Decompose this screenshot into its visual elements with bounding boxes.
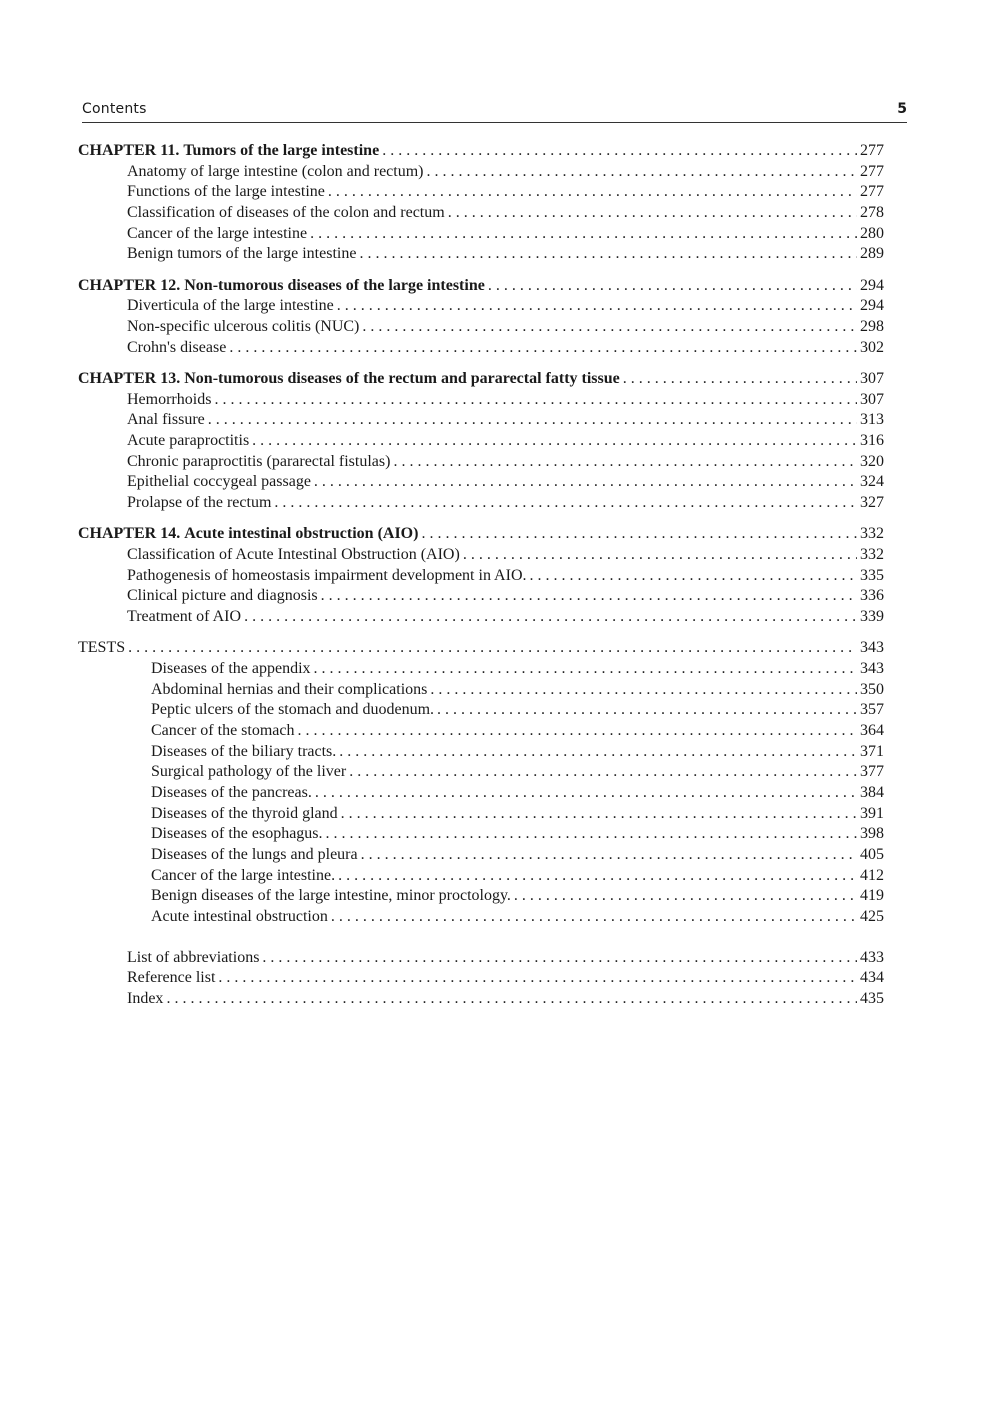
toc-entry-text: Cancer of the large intestine <box>127 224 308 242</box>
toc-entry-text: Anatomy of large intestine (colon and rectum) <box>127 162 424 180</box>
dot-leader <box>623 369 857 390</box>
toc-page-number: 316 <box>860 431 884 449</box>
dot-leader <box>341 804 857 825</box>
toc-page-number: 357 <box>860 701 884 719</box>
toc-entry[interactable] <box>78 948 884 969</box>
toc-page-number: 278 <box>860 204 884 222</box>
toc-entry-text: Acute paraproctitis <box>127 431 250 449</box>
toc-page-number: 343 <box>860 639 884 657</box>
toc-back-matter <box>78 948 884 1010</box>
tests-label: TESTS <box>78 639 126 657</box>
toc-entry[interactable] <box>78 700 884 721</box>
toc-entry-text: Classification of Acute Intestinal Obstruction (AIO) <box>127 545 460 563</box>
chapter-title: Tumors of the large intestine <box>183 142 380 159</box>
dot-leader <box>128 638 857 659</box>
toc-entry-text: Benign tumors of the large intestine <box>127 245 357 263</box>
toc-entry[interactable] <box>78 721 884 742</box>
running-header-title: Contents <box>82 101 147 117</box>
chapter-title: Acute intestinal obstruction (AIO) <box>184 525 419 543</box>
dot-leader <box>337 296 857 317</box>
toc-entry-text: Epithelial coccygeal passage <box>127 473 311 491</box>
chapter-title: Non-tumorous diseases of the large intestine <box>184 276 485 294</box>
toc-page-number: 332 <box>860 525 884 543</box>
toc-entry[interactable] <box>78 203 884 224</box>
toc-page-number: 277 <box>860 183 884 201</box>
toc-section-chapter-11 <box>78 141 884 265</box>
toc-entry[interactable] <box>78 317 884 338</box>
dot-leader <box>530 566 858 587</box>
dot-leader <box>361 845 857 866</box>
toc-page-number: 277 <box>860 162 884 180</box>
toc-page-number: 277 <box>860 142 884 159</box>
toc-chapter-entry[interactable] <box>78 141 884 162</box>
chapter-label: CHAPTER 11. <box>78 142 180 159</box>
toc-entry-text: Reference list <box>127 969 216 987</box>
dot-leader <box>314 659 857 680</box>
toc-entry-text: Prolapse of the rectum <box>127 494 272 511</box>
toc-page-number: 332 <box>860 545 884 563</box>
toc-entry[interactable] <box>78 431 884 452</box>
toc-entry-text: Benign diseases of the large intestine, minor proctology. <box>151 887 511 905</box>
toc-entry-text: Treatment of AIO <box>127 607 242 625</box>
toc-entry[interactable] <box>78 845 884 866</box>
toc-entry-text: Cancer of the large intestine. <box>151 866 336 884</box>
toc-entry[interactable] <box>78 545 884 566</box>
toc-entry-text: Anal fissure <box>127 411 205 429</box>
running-header <box>82 100 907 123</box>
toc-section-chapter-14 <box>78 524 884 627</box>
toc-entry-text: Diseases of the esophagus. <box>151 825 323 843</box>
toc-entry-text: Non-specific ulcerous colitis (NUC) <box>127 318 360 335</box>
toc-page-number: 302 <box>860 338 884 356</box>
dot-leader <box>488 276 857 297</box>
dot-leader <box>208 410 857 431</box>
dot-leader <box>321 586 857 607</box>
dot-leader <box>310 224 857 245</box>
dot-leader <box>331 907 857 928</box>
toc-page-number: 398 <box>860 825 884 843</box>
toc-entry[interactable] <box>78 224 884 245</box>
dot-leader <box>218 968 857 989</box>
toc-entry-text: Peptic ulcers of the stomach and duodenum. <box>151 701 435 719</box>
toc-page-number: 294 <box>860 276 884 294</box>
toc-page-number: 313 <box>860 411 884 429</box>
toc-entry[interactable] <box>78 244 884 265</box>
toc-page-number: 298 <box>860 318 884 335</box>
toc-entry[interactable] <box>78 886 884 907</box>
toc-page-number: 391 <box>860 804 884 822</box>
toc-entry-text: Index <box>127 990 164 1008</box>
toc-entry[interactable] <box>78 680 884 701</box>
dot-leader <box>514 886 857 907</box>
dot-leader <box>448 203 857 224</box>
toc-page-number: 294 <box>860 297 884 315</box>
toc-page-number: 405 <box>860 846 884 863</box>
chapter-title: Non-tumorous diseases of the rectum and pararectal fatty tissue <box>184 369 620 387</box>
dot-leader <box>166 989 857 1010</box>
toc-entry-text: Classification of diseases of the colon and rectum <box>127 204 445 222</box>
toc-entry-text: Diseases of the lungs and pleura <box>151 846 358 863</box>
toc-entry[interactable] <box>78 989 884 1010</box>
toc-page-number: 425 <box>860 908 884 926</box>
dot-leader <box>252 431 857 452</box>
dot-leader <box>315 783 857 804</box>
toc-entry-text: Surgical pathology of the liver <box>151 763 347 781</box>
toc-entry[interactable] <box>78 182 884 203</box>
toc-section-chapter-13 <box>78 369 884 514</box>
toc-entry[interactable] <box>78 762 884 783</box>
toc-entry-text: Diseases of the biliary tracts. <box>151 742 337 760</box>
toc-page-number: 371 <box>860 742 884 760</box>
dot-leader <box>214 390 857 411</box>
toc-page-number: 339 <box>860 607 884 625</box>
toc-chapter-entry[interactable] <box>78 276 884 297</box>
chapter-label: CHAPTER 12. <box>78 276 181 294</box>
chapter-label: CHAPTER 14. <box>78 525 181 543</box>
toc-entry-text: Functions of the large intestine <box>127 183 325 201</box>
toc-entry-text: Cancer of the stomach <box>151 721 295 739</box>
toc-entry[interactable] <box>78 742 884 763</box>
toc-section-tests <box>78 638 884 928</box>
toc-page-number: 324 <box>860 473 884 491</box>
dot-leader <box>274 493 857 514</box>
toc-entry[interactable] <box>78 452 884 473</box>
toc-entry-text: Acute intestinal obstruction <box>151 908 328 926</box>
toc-entry-text: Crohn's disease <box>127 338 227 356</box>
toc-page-number: 412 <box>860 866 884 884</box>
toc-entry[interactable] <box>78 390 884 411</box>
toc-entry[interactable] <box>78 968 884 989</box>
toc-entry[interactable] <box>78 472 884 493</box>
dot-leader <box>421 524 857 545</box>
dot-leader <box>339 742 857 763</box>
toc-entry-text: Diseases of the thyroid gland <box>151 804 338 822</box>
toc-entry-text: Diseases of the appendix <box>151 659 311 677</box>
toc-page-number: 350 <box>860 680 884 698</box>
toc-entry[interactable] <box>78 586 884 607</box>
dot-leader <box>430 680 857 701</box>
toc-entry[interactable] <box>78 607 884 628</box>
dot-leader <box>328 182 857 203</box>
dot-leader <box>338 866 857 887</box>
toc-entry-text: Hemorrhoids <box>127 390 212 408</box>
dot-leader <box>262 948 857 969</box>
toc-page-number: 435 <box>860 990 884 1008</box>
toc-page-number: 419 <box>860 887 884 905</box>
table-of-contents <box>78 141 884 1010</box>
dot-leader <box>382 141 857 162</box>
dot-leader <box>326 824 857 845</box>
toc-entry[interactable] <box>78 804 884 825</box>
toc-page-number: 336 <box>860 587 884 605</box>
toc-entry-text: Diverticula of the large intestine <box>127 297 334 315</box>
dot-leader <box>298 721 858 742</box>
toc-page-number: 377 <box>860 763 884 781</box>
dot-leader <box>437 700 857 721</box>
toc-entry[interactable] <box>78 162 884 183</box>
toc-entry-text: Abdominal hernias and their complications <box>151 680 428 698</box>
toc-page-number: 335 <box>860 566 884 584</box>
toc-entry-text: Pathogenesis of homeostasis impairment development in AIO. <box>127 566 527 584</box>
toc-page-number: 327 <box>860 494 884 511</box>
dot-leader <box>393 452 857 473</box>
toc-page-number: 320 <box>860 452 884 470</box>
dot-leader <box>229 338 857 359</box>
page-number: 5 <box>897 101 907 117</box>
dot-leader <box>362 317 857 338</box>
toc-page-number: 289 <box>860 245 884 263</box>
toc-entry-text: Chronic paraproctitis (pararectal fistulas) <box>127 452 391 470</box>
toc-page-number: 434 <box>860 969 884 987</box>
toc-chapter-entry[interactable] <box>78 524 884 545</box>
toc-entry[interactable] <box>78 296 884 317</box>
toc-chapter-entry[interactable] <box>78 369 884 390</box>
toc-entry[interactable] <box>78 493 884 514</box>
toc-entry-text: Clinical picture and diagnosis <box>127 587 318 605</box>
dot-leader <box>244 607 857 628</box>
toc-page-number: 280 <box>860 224 884 242</box>
toc-page-number: 364 <box>860 721 884 739</box>
toc-tests-entry[interactable] <box>78 638 884 659</box>
toc-entry[interactable] <box>78 338 884 359</box>
toc-section-chapter-12 <box>78 276 884 359</box>
dot-leader <box>349 762 857 783</box>
toc-entry[interactable] <box>78 566 884 587</box>
toc-entry[interactable] <box>78 824 884 845</box>
dot-leader <box>314 472 857 493</box>
toc-entry[interactable] <box>78 907 884 928</box>
dot-leader <box>359 244 857 265</box>
toc-page-number: 433 <box>860 948 884 966</box>
toc-entry[interactable] <box>78 410 884 431</box>
toc-page-number: 307 <box>860 369 884 387</box>
toc-page-number: 307 <box>860 390 884 408</box>
toc-page-number: 384 <box>860 783 884 801</box>
toc-entry[interactable] <box>78 783 884 804</box>
toc-entry-text: List of abbreviations <box>127 948 260 966</box>
toc-page-number: 343 <box>860 659 884 677</box>
toc-entry[interactable] <box>78 659 884 680</box>
toc-entry-text: Diseases of the pancreas. <box>151 783 312 801</box>
chapter-label: CHAPTER 13. <box>78 369 181 387</box>
dot-leader <box>427 162 858 183</box>
toc-entry[interactable] <box>78 866 884 887</box>
dot-leader <box>463 545 857 566</box>
